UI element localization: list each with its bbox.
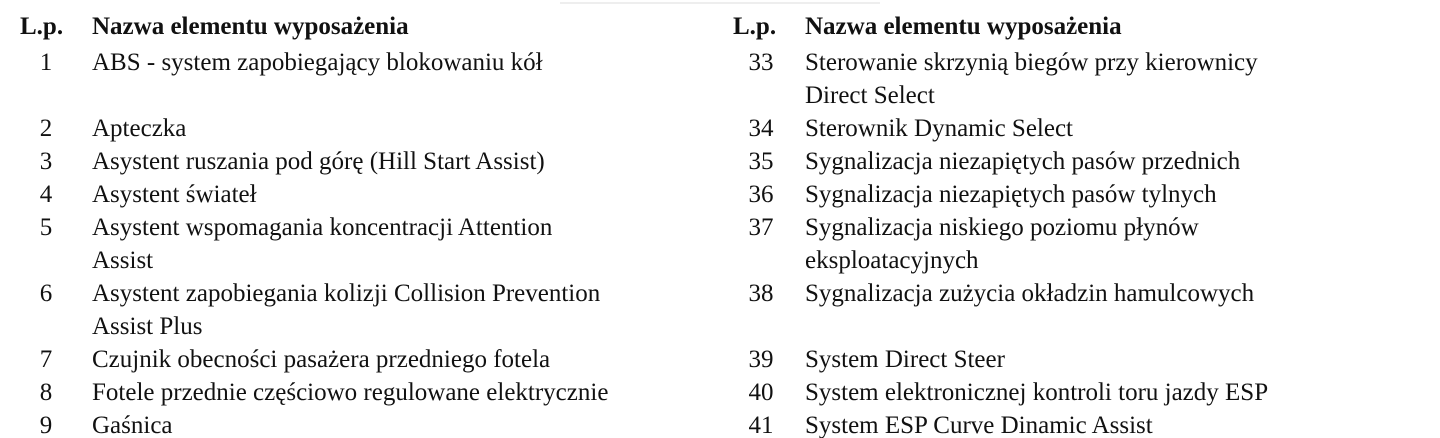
row-name: Sygnalizacja niezapiętych pasów tylnych xyxy=(805,181,1217,208)
table-row xyxy=(733,376,1433,409)
row-name: Sterownik Dynamic Select xyxy=(805,115,1073,142)
row-number: 40 xyxy=(748,379,774,406)
row-name: System Direct Steer xyxy=(805,346,1005,373)
row-number: 9 xyxy=(39,412,53,438)
table-header xyxy=(733,10,1433,43)
row-name: Asystent ruszania pod górę (Hill Start Assist) xyxy=(92,148,545,175)
row-name: Asystent zapobiegania kolizji Collision Prevention Assist Plus xyxy=(92,280,601,340)
row-name: Sygnalizacja niskiego poziomu płynów eksploatacyjnych xyxy=(805,214,1199,274)
row-number: 39 xyxy=(748,346,774,373)
row-number: 37 xyxy=(748,214,774,241)
row-number: 36 xyxy=(748,181,774,208)
row-name: Fotele przednie częściowo regulowane elektrycznie xyxy=(92,379,609,406)
row-number: 5 xyxy=(39,214,53,241)
table-row xyxy=(20,145,710,178)
row-number: 1 xyxy=(39,49,53,76)
row-name: Sygnalizacja zużycia okładzin hamulcowych xyxy=(805,280,1255,307)
equipment-table-right xyxy=(733,10,1433,438)
row-name: System ESP Curve Dinamic Assist xyxy=(805,412,1153,438)
table-row xyxy=(20,211,710,277)
table-row xyxy=(20,409,710,438)
row-number: 3 xyxy=(39,148,53,175)
table-row xyxy=(733,277,1433,310)
row-number: 8 xyxy=(39,379,53,406)
table-row xyxy=(733,46,1433,112)
table-header xyxy=(20,10,710,43)
row-number: 38 xyxy=(748,280,774,307)
row-number: 35 xyxy=(748,148,774,175)
row-number: 41 xyxy=(748,412,774,438)
table-row xyxy=(733,178,1433,211)
header-name: Nazwa elementu wyposażenia xyxy=(92,13,409,40)
table-row xyxy=(20,46,710,79)
top-divider xyxy=(560,2,880,4)
table-row xyxy=(733,112,1433,145)
row-number: 6 xyxy=(39,280,53,307)
header-number: L.p. xyxy=(20,13,64,40)
row-name: ABS - system zapobiegający blokowaniu kół xyxy=(92,49,543,76)
row-number: 2 xyxy=(39,115,53,142)
row-number: 4 xyxy=(39,181,53,208)
row-name: Sterowanie skrzynią biegów przy kierownicy Direct Select xyxy=(805,49,1258,109)
row-number: 34 xyxy=(748,115,774,142)
row-name: Asystent wspomagania koncentracji Attention Assist xyxy=(92,214,553,274)
table-row xyxy=(733,343,1433,376)
row-name: Czujnik obecności pasażera przedniego fotela xyxy=(92,346,551,373)
row-name: System elektronicznej kontroli toru jazdy ESP xyxy=(805,379,1269,406)
row-number: 7 xyxy=(39,346,53,373)
table-row xyxy=(20,178,710,211)
row-name: Sygnalizacja niezapiętych pasów przednich xyxy=(805,148,1241,175)
equipment-table-left xyxy=(20,10,710,438)
table-row xyxy=(733,145,1433,178)
header-number: L.p. xyxy=(733,13,777,40)
table-row xyxy=(20,343,710,376)
row-name: Gaśnica xyxy=(92,412,173,438)
row-name: Apteczka xyxy=(92,115,187,142)
header-name: Nazwa elementu wyposażenia xyxy=(805,13,1122,40)
row-number: 33 xyxy=(748,49,774,76)
table-row xyxy=(20,112,710,145)
table-row xyxy=(733,211,1433,277)
table-row xyxy=(20,277,710,343)
row-name: Asystent świateł xyxy=(92,181,257,208)
table-row xyxy=(20,376,710,409)
table-row xyxy=(733,409,1433,438)
